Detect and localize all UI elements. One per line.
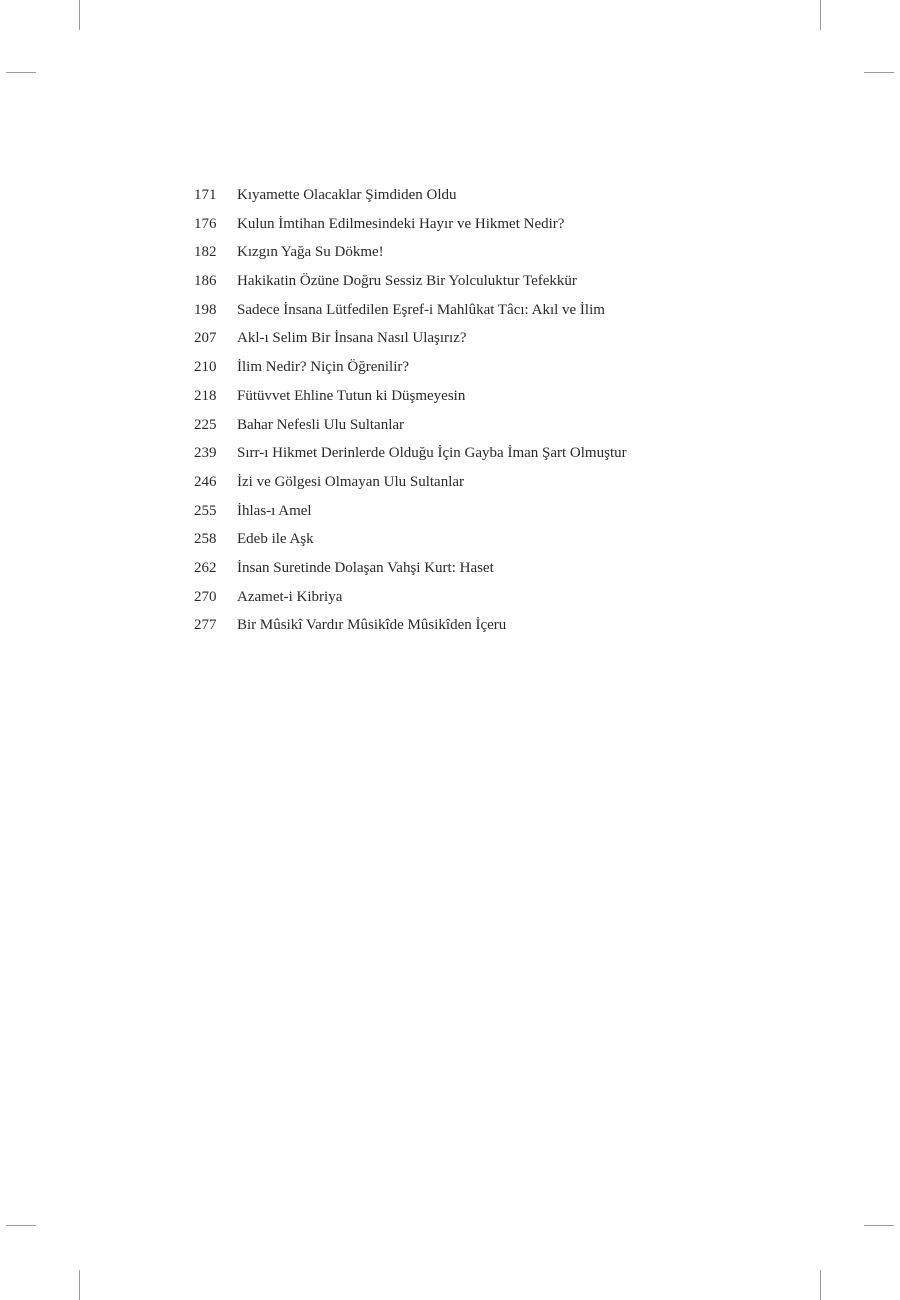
toc-entry [194,411,844,440]
toc-entry-title: Kızgın Yağa Su Dökme! [237,244,384,261]
toc-entry-title: Bahar Nefesli Ulu Sultanlar [237,416,405,433]
toc-entry-title: Sadece İnsana Lütfedilen Eşref-i Mahlûkat Tâcı: Akıl ve İlim [237,301,605,318]
toc-entry [194,267,844,296]
toc-page-number: 277 [194,617,217,634]
crop-mark-bottom-right-horizontal [864,1225,894,1226]
crop-mark-bottom-left-vertical [79,1270,80,1300]
toc-entry [194,382,844,411]
toc-page-number: 210 [194,359,217,376]
toc-entry [194,583,844,612]
toc-entry [194,611,844,640]
crop-mark-bottom-right-vertical [820,1270,821,1300]
toc-page-number: 218 [194,387,217,404]
toc-entry-title: Fütüvvet Ehline Tutun ki Düşmeyesin [237,387,466,404]
toc-page-number: 262 [194,559,217,576]
toc-entry-title: Kulun İmtihan Edilmesindeki Hayır ve Hikmet Nedir? [237,215,565,232]
toc-page-number: 246 [194,473,217,490]
toc-page-number: 258 [194,531,217,548]
toc-page-number: 176 [194,215,217,232]
toc-page-number: 225 [194,416,217,433]
toc-entry-title: Hakikatin Özüne Doğru Sessiz Bir Yolculuktur Tefekkür [237,273,577,290]
crop-mark-top-right-vertical [820,0,821,30]
toc-entry-title: Edeb ile Aşk [237,531,314,548]
toc-entry-title: Kıyamette Olacaklar Şimdiden Oldu [237,187,457,203]
toc-entry [194,554,844,583]
table-of-contents [194,181,844,640]
toc-page-number: 255 [194,502,217,519]
toc-entry-title: Azamet-i Kibriya [237,588,343,605]
toc-entry [194,210,844,239]
toc-entry-title: Sırr-ı Hikmet Derinlerde Olduğu İçin Gayba İman Şart Olmuştur [237,445,627,462]
toc-entry [194,497,844,526]
toc-page-number: 239 [194,445,217,462]
crop-mark-top-left-vertical [79,0,80,30]
toc-entry [194,238,844,267]
toc-entry [194,296,844,325]
crop-mark-top-right-horizontal [864,72,894,73]
toc-page-number: 186 [194,273,217,290]
toc-page-number: 171 [194,187,217,203]
toc-entry-title: Akl-ı Selim Bir İnsana Nasıl Ulaşırız? [237,330,467,347]
toc-page-number: 182 [194,244,217,261]
toc-entry-title: İhlas-ı Amel [237,502,312,519]
toc-entry-title: Bir Mûsikî Vardır Mûsikîde Mûsikîden İçeru [237,617,507,634]
crop-mark-bottom-left-horizontal [6,1225,36,1226]
toc-entry [194,439,844,468]
toc-entry-title: İlim Nedir? Niçin Öğrenilir? [237,359,410,376]
toc-entry-title: İzi ve Gölgesi Olmayan Ulu Sultanlar [237,473,465,490]
crop-mark-top-left-horizontal [6,72,36,73]
toc-page-number: 207 [194,330,217,347]
toc-entry [194,525,844,554]
toc-entry [194,353,844,382]
toc-page-number: 198 [194,301,217,318]
toc-entry [194,468,844,497]
toc-entry [194,181,844,210]
toc-page-number: 270 [194,588,217,605]
toc-entry [194,324,844,353]
toc-entry-title: İnsan Suretinde Dolaşan Vahşi Kurt: Haset [237,559,494,576]
